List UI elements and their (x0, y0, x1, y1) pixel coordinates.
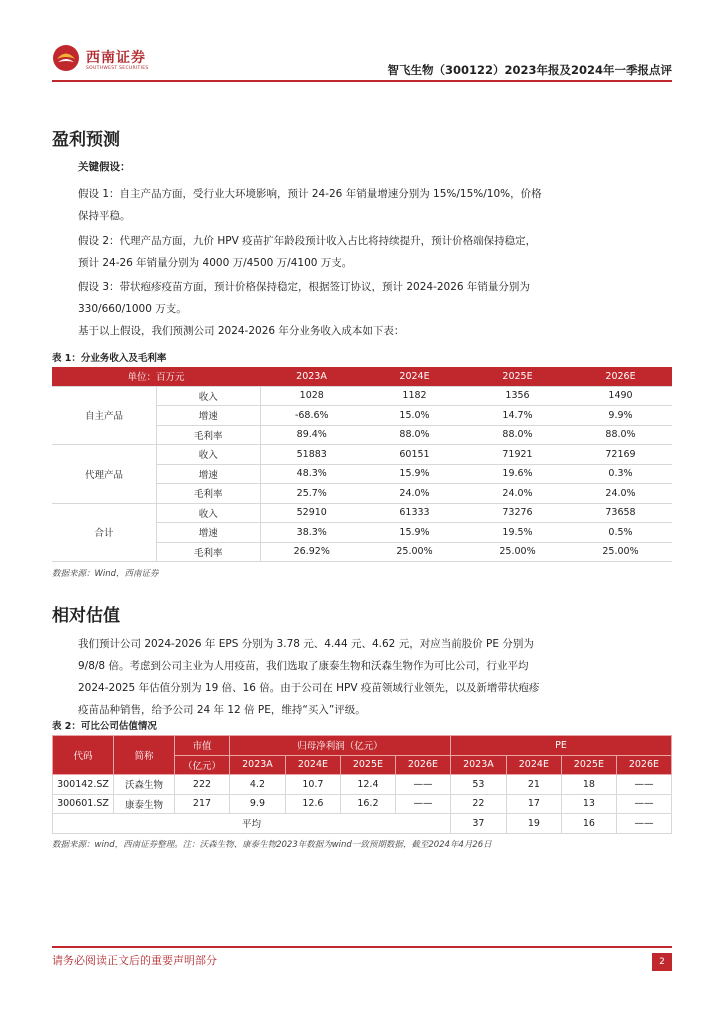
row-label: 收入 (157, 503, 261, 523)
table-cell: 9.9% (569, 406, 672, 426)
table-cell: 1356 (466, 386, 569, 406)
group-label: 自主产品 (52, 386, 157, 445)
table-cell: 73658 (569, 503, 672, 523)
table1-caption: 表 1：分业务收入及毛利率 (52, 353, 167, 364)
group-label: 合计 (52, 503, 157, 562)
table-cell: 52910 (260, 503, 363, 523)
table-cell: 13 (561, 794, 616, 814)
company-logo-icon (52, 44, 80, 72)
year-header: 2026E (395, 755, 450, 775)
assumption-3: 假设 3：带状疱疹疫苗方面，预计价格保持稳定，根据签订协议，预计 2024-2026 年销量分别为 330/660/1000 万支。 (78, 281, 530, 315)
col-header-pe: PE (450, 736, 671, 756)
table-cell: 19.6% (466, 464, 569, 484)
table-cell: 60151 (363, 445, 466, 465)
table-cell: 222 (175, 775, 230, 795)
row-label: 增速 (157, 523, 261, 543)
table-cell: 21 (506, 775, 561, 795)
stock-name: 沃森生物 (114, 775, 175, 795)
group-label: 代理产品 (52, 445, 157, 504)
footer-divider (52, 946, 672, 948)
page-number: 2 (652, 953, 672, 971)
table-header-row (52, 367, 672, 386)
table-cell: —— (616, 794, 671, 814)
valuation-paragraph: 我们预计公司 2024-2026 年 EPS 分别为 3.78 元、4.44 元、4.62 元，对应当前股价 PE 分别为 9/8/8 倍。考虑到公司主业为人用疫苗，我们选取了康泰生物和沃森生物作为可比公司，行业平均 2024-2025 年估值分别为 19 倍、16 倍。由于公司在 HPV 疫苗领域行业领先，以及新增带状疱疹疫苗品种销售，给予公司 24 年 12 倍 PE，维持“买入”评级。 (78, 638, 540, 716)
table-cell: 25.00% (569, 542, 672, 562)
table-cell: 48.3% (260, 464, 363, 484)
row-label: 毛利率 (157, 542, 261, 562)
table-cell: 24.0% (569, 484, 672, 504)
table-cell: 25.7% (260, 484, 363, 504)
col-header-name: 简称 (114, 736, 175, 775)
logo-subtext: SOUTHWEST SECURITIES (86, 66, 149, 71)
table-cell: 71921 (466, 445, 569, 465)
year-header: 2026E (569, 367, 672, 386)
table-cell: —— (395, 775, 450, 795)
table-cell: 24.0% (466, 484, 569, 504)
row-label: 增速 (157, 464, 261, 484)
stock-name: 康泰生物 (114, 794, 175, 814)
year-header: 2025E (466, 367, 569, 386)
table-cell: 24.0% (363, 484, 466, 504)
col-header-net-profit: 归母净利润（亿元） (230, 736, 451, 756)
stock-code: 300142.SZ (53, 775, 114, 795)
year-header: 2026E (616, 755, 671, 775)
table-cell: 12.6 (285, 794, 340, 814)
table-cell: 12.4 (340, 775, 395, 795)
table-cell: 88.0% (569, 425, 672, 445)
table-cell: 19 (506, 814, 561, 834)
table-cell: 1490 (569, 386, 672, 406)
table-row (52, 445, 672, 465)
col-header-mcap-unit: （亿元） (175, 755, 230, 775)
row-label: 毛利率 (157, 425, 261, 445)
table-header-row (53, 736, 672, 756)
table-cell: 88.0% (363, 425, 466, 445)
table1-source: 数据来源：Wind，西南证券 (52, 569, 159, 579)
table-cell: 1028 (260, 386, 363, 406)
table-cell: 16.2 (340, 794, 395, 814)
year-header: 2024E (363, 367, 466, 386)
table-cell: 18 (561, 775, 616, 795)
section-title-earnings-forecast: 盈利预测 (52, 130, 120, 150)
table-row (52, 503, 672, 523)
table-cell: 25.00% (363, 542, 466, 562)
year-header: 2023A (230, 755, 286, 775)
table-cell: 15.0% (363, 406, 466, 426)
header-divider (52, 80, 672, 82)
footer-disclaimer: 请务必阅读正文后的重要声明部分 (52, 954, 217, 967)
table-cell: 37 (450, 814, 506, 834)
assumption-summary: 基于以上假设，我们预测公司 2024-2026 年分业务收入成本如下表： (78, 325, 405, 337)
table-cell: 1182 (363, 386, 466, 406)
table-cell: 22 (450, 794, 506, 814)
col-header-mcap: 市值 (175, 736, 230, 756)
assumption-1: 假设 1：自主产品方面，受行业大环境影响，预计 24-26 年销量增速分别为 15%/15%/10%，价格保持平稳。 (78, 188, 542, 222)
table-cell: 15.9% (363, 464, 466, 484)
table-cell: 51883 (260, 445, 363, 465)
table-cell: —— (395, 794, 450, 814)
table-cell: 0.3% (569, 464, 672, 484)
table-cell: 17 (506, 794, 561, 814)
table-cell: 15.9% (363, 523, 466, 543)
table-cell: 14.7% (466, 406, 569, 426)
year-header: 2025E (340, 755, 395, 775)
table-cell: 9.9 (230, 794, 286, 814)
year-header: 2024E (506, 755, 561, 775)
row-label: 增速 (157, 406, 261, 426)
table-cell: 61333 (363, 503, 466, 523)
year-header: 2023A (260, 367, 363, 386)
year-header: 2023A (450, 755, 506, 775)
table-cell: 72169 (569, 445, 672, 465)
stock-code: 300601.SZ (53, 794, 114, 814)
table-cell: 10.7 (285, 775, 340, 795)
logo-text: 西南证券 (86, 50, 146, 66)
table2-source: 数据来源：wind，西南证券整理。注：沃森生物、康泰生物2023年数据为wind一致预期数据，截至2024年4月26日 (52, 840, 492, 850)
table-row (52, 386, 672, 406)
comparable-valuation-table (52, 735, 672, 834)
segment-revenue-table (52, 367, 672, 562)
table-cell: 88.0% (466, 425, 569, 445)
report-title: 智飞生物（300122）2023年报及2024年一季报点评 (387, 63, 672, 77)
table-row-average (53, 814, 672, 834)
table-cell: -68.6% (260, 406, 363, 426)
unit-label: 单位：百万元 (52, 367, 260, 386)
table-cell: 4.2 (230, 775, 286, 795)
table2-caption: 表 2：可比公司估值情况 (52, 721, 157, 732)
key-assumptions-label: 关键假设： (78, 161, 131, 173)
table-cell: 53 (450, 775, 506, 795)
table-cell: 89.4% (260, 425, 363, 445)
table-cell: 16 (561, 814, 616, 834)
table-row (53, 794, 672, 814)
section-title-relative-valuation: 相对估值 (52, 606, 120, 626)
year-header: 2024E (285, 755, 340, 775)
table-cell: 19.5% (466, 523, 569, 543)
table-cell: 25.00% (466, 542, 569, 562)
table-row (53, 775, 672, 795)
row-label: 毛利率 (157, 484, 261, 504)
col-header-code: 代码 (53, 736, 114, 775)
assumption-2: 假设 2：代理产品方面，九价 HPV 疫苗扩年龄段预计收入占比将持续提升，预计价格端保持稳定，预计 24-26 年销量分别为 4000 万/4500 万/4100 万支。 (78, 235, 537, 269)
year-header: 2025E (561, 755, 616, 775)
table-cell: 26.92% (260, 542, 363, 562)
row-label: 收入 (157, 386, 261, 406)
table-cell: 217 (175, 794, 230, 814)
table-cell: —— (616, 775, 671, 795)
table-cell: 38.3% (260, 523, 363, 543)
table-cell: 73276 (466, 503, 569, 523)
table-cell: 0.5% (569, 523, 672, 543)
table-cell: —— (616, 814, 671, 834)
row-label: 收入 (157, 445, 261, 465)
average-label: 平均 (53, 814, 451, 834)
